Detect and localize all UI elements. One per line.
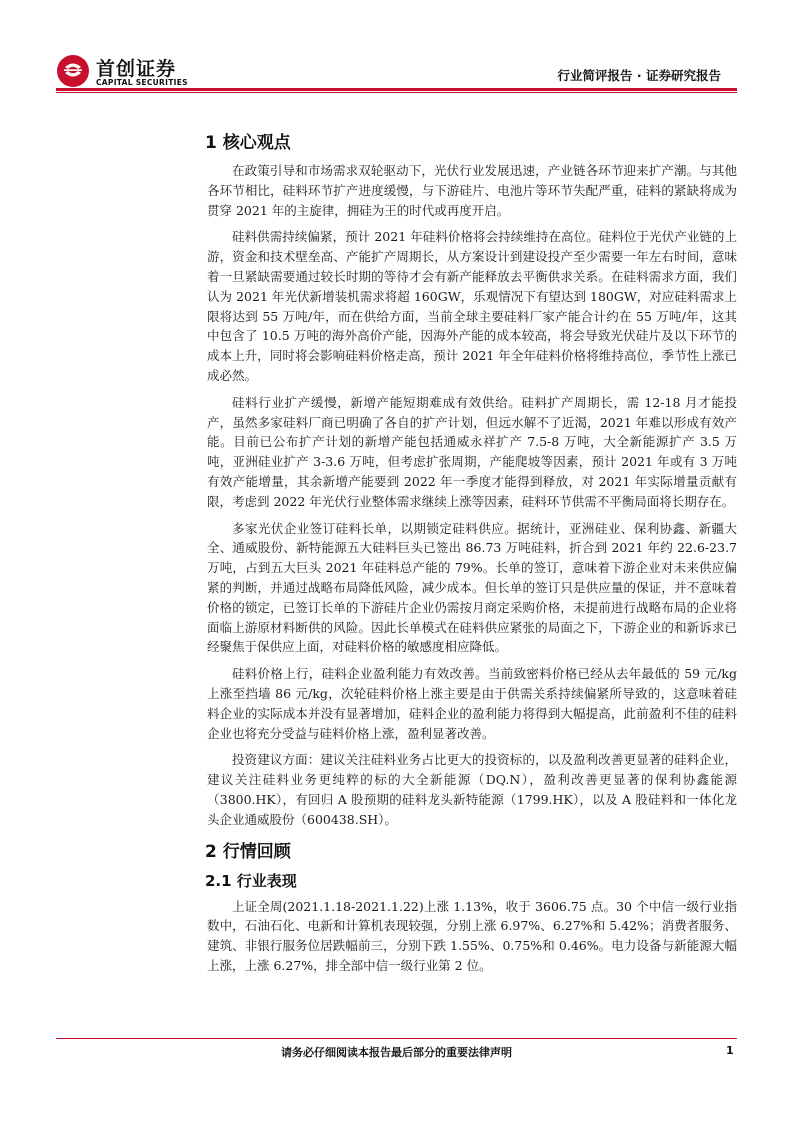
paragraph: 上证全周(2021.1.18-2021.1.22)上涨 1.13%，收于 3606.75 点。30 个中信一级行业指数中，石油石化、电新和计算机表现较强，分别上涨 6.97%、6.27%和 5.42%；消费者服务、建筑、非银行服务位居跌幅前三，分别下跌 1.55%、0.75%和 0.46%。电力设备与新能源大幅上涨，上涨 6.27%，排全部中信一级行业第 2 位。	[207, 898, 737, 973]
report-body	[207, 128, 737, 983]
page-number: 1	[726, 1044, 734, 1057]
paragraph: 硅料供需持续偏紧，预计 2021 年硅料价格将会持续维持在高位。硅料位于光伏产业链的上游，资金和技术壁垒高、产能扩产周期长，从方案设计到建设投产至少需要一年左右时间，意味着一旦紧缺需要通过较长时期的等待才会有新产能释放去平衡供求关系。在硅料需求方面，我们认为 2021 年光伏新增装机需求将超 160GW，乐观情况下有望达到 180GW，对应硅料需求上限将达到 55 万吨/年，而在供给方面，当前全球主要硅料厂家产能合计约在 55 万吨/年，这其中包含了 10.5 万吨的海外高价产能，因海外产能的成本较高，将会导致光伏硅片及以下环节的成本上升，同时将会影响硅料价格走高，预计 2021 年全年硅料价格将维持高位，季节性上涨已成必然。	[207, 229, 737, 383]
logo-english-name: CAPITAL SECURITIES	[96, 78, 188, 87]
logo-chinese-name: 首创证券	[96, 58, 177, 80]
capital-securities-logo-icon	[56, 54, 90, 88]
page-header	[0, 0, 793, 95]
legal-disclaimer-notice: 请务必仔细阅读本报告最后部分的重要法律声明	[281, 1046, 512, 1059]
paragraph: 多家光伏企业签订硅料长单，以期锁定硅料供应。据统计，亚洲硅业、保利协鑫、新疆大全、通威股份、新特能源五大硅料巨头已签出 86.73 万吨硅料，折合到 2021 年约 22.6-23.7 万吨，占到五大巨头 2021 年硅料总产能的 79%。长单的签订，意味着下游企业对未来供应偏紧的判断，并通过战略布局降低风险，减少成本。但长单的签订只是供应量的保证，并不意味着价格的锁定，已签订长单的下游硅片企业仍需按月商定采购价格，未提前进行战略布局的企业将面临上游原材料断供的风险。因此长单模式在硅料供应紧张的局面之下，下游企业的和新诉求已经聚焦于保供应上面，对硅料价格的敏感度相应降低。	[207, 520, 737, 655]
header-divider-thin	[56, 92, 737, 93]
section-title-market-review: 2 行情回顾	[205, 841, 291, 862]
section-title-core-views: 1 核心观点	[205, 133, 291, 153]
paragraph: 在政策引导和市场需求双轮驱动下，光伏行业发展迅速，产业链各环节迎来扩产潮。与其他各环节相比，硅料环节扩产进度缓慢，与下游硅片、电池片等环节失配严重，硅料的紧缺将成为贯穿 2021 年的主旋律，拥硅为王的时代或再度开启。	[207, 163, 737, 218]
subsection-title-industry-performance: 2.1 行业表现	[205, 871, 297, 890]
company-logo	[56, 54, 206, 90]
paragraph: 硅料行业扩产缓慢，新增产能短期难成有效供给。硅料扩产周期长，需 12-18 月才能投产，虽然多家硅料厂商已明确了各自的扩产计划，但远水解不了近渴，2021 年难以形成有效产能。目前已公布扩产计划的新增产能包括通威永祥扩产 7.5-8 万吨，大全新能源扩产 3.5 万吨，亚洲硅业扩产 3-3.6 万吨，但考虑扩张周期，产能爬坡等因素，预计 2021 年或有 3 万吨有效产能增量，其余新增产能要到 2022 年一季度才能得到释放，对 2021 年实际增量贡献有限，考虑到 2022 年光伏行业整体需求继续上涨等因素，硅料环节供需不平衡局面将长期存在。	[207, 394, 737, 509]
footer-divider	[56, 1038, 737, 1039]
paragraph: 硅料价格上行，硅料企业盈利能力有效改善。当前致密料价格已经从去年最低的 59 元/kg 上涨至挡墙 86 元/kg，次轮硅料价格上涨主要是由于供需关系持续偏紧所导致的，这意味着硅料企业的实际成本并没有显著增加，硅料企业的盈利能力将得到大幅提高，此前盈利不佳的硅料企业也将充分受益与硅料价格上涨，盈利显著改善。	[207, 666, 737, 741]
report-type-label: 行业简评报告 · 证券研究报告	[557, 68, 721, 83]
header-divider	[56, 88, 737, 91]
paragraph: 投资建议方面：建议关注硅料业务占比更大的投资标的，以及盈利改善更显著的硅料企业，建议关注硅料业务更纯粹的标的大全新能源（DQ.N），盈利改善更显著的保利协鑫能源（3800.HK），有回归 A 股预期的硅料龙头新特能源（1799.HK），以及 A 股硅料和一体化龙头企业通威股份（600438.SH）。	[207, 752, 737, 827]
